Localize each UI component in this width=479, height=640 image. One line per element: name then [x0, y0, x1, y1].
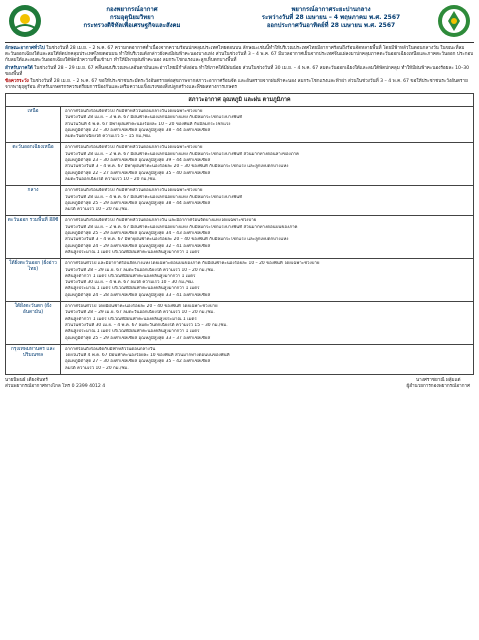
table-rows — [6, 107, 473, 374]
south-label: สำหรับภาคใต้ — [5, 65, 33, 71]
region-detail-line: อุณหภูมิต่ำสุด 27 – 30 องศาเซลเซียส อุณหภูมิสูงสุด 35 – 42 องศาเซลเซียส — [65, 359, 211, 365]
agency-department: กรมอุตุนิยมวิทยา — [109, 14, 155, 21]
region-detail-line: คลื่นสูงประมาณ 1 เมตร บริเวณที่มีฝนฟ้าคะนองคลื่นสูงมากกว่า 1 เมตร — [65, 286, 200, 292]
caution-label: ข้อควรระวัง — [5, 79, 29, 84]
region-detail-line: อุณหภูมิต่ำสุด 22 – 27 องศาเซลเซียส อุณหภูมิสูงสุด 35 – 40 องศาเซลเซียส — [65, 170, 211, 176]
regional-table — [5, 93, 474, 375]
forecaster-contact: ส่วนพยากรณ์อากาศทางไกล โทร 0 2399 4012 4 — [5, 384, 106, 390]
region-detail-line: คลื่นสูงต่ำกว่า 1 เมตร บริเวณที่มีฝนฟ้าคะนองคลื่นสูงประมาณ 1 เมตร — [65, 316, 197, 322]
region-detail-line: ในช่วงวันที่ 28 เม.ย. – 4 พ.ค. 67 มีฝนฟ้าคะนองเล็กน้อยบางแห่ง กับมีลมกระโชกแรงบางพื้นที่ — [65, 194, 243, 200]
region-detail-line: คลื่นสูงประมาณ 1 เมตร บริเวณที่มีฝนฟ้าคะนองคลื่นสูงมากกว่า 1 เมตร — [65, 249, 200, 255]
document-footer — [5, 378, 474, 400]
region-name: กลาง — [6, 186, 61, 215]
issue-date: ออกประกาศวันอาทิตย์ที่ 28 เมษายน พ.ศ. 2567 — [266, 22, 396, 29]
region-detail-line: อากาศร้อนทั่วไป โดยมีฝนฟ้าคะนองร้อยละ 20 – 40 ของพื้นที่ โดยเฉพาะช่วงบ่าย — [65, 304, 218, 310]
region-detail-line: ในช่วงวันที่ 28 เม.ย. – 3 พ.ค. 67 มีฝนฟ้าคะนองเล็กน้อยบางแห่ง กับมีลมกระโชกแรงบางพื้นที่ — [65, 115, 243, 121]
general-weather-text: ในช่วงวันที่ 28 เม.ย. – 2 พ.ค. 67 ความกดอากาศต่ำเนื่องจากความร้อนปกคลุมประเทศไทยตอนบน ลักษณะเช่นนี้ทำให้บริเวณประเทศไทยมีอากาศร้อนถึงร้อนจัดหลายพื้นที่ โดยมีฟ้าหลัวในตอนกลางวัน ในขณะที่ลมตะวันออกเฉียงใต้และลมใต้พัดปกคลุมประเทศไทยตอนบน ทำให้บริเวณดังกล่าวยังคงมีฝนฟ้าคะนองบางแห่ง ส่วนในช่วงวันที่ 3 – 4 พ.ค. 67 มีมวลอากาศเย็นจากประเทศจีนแผ่ลงมาปกคลุมภาคตะวันออกเฉียงเหนือและภาคตะวันออก ประกอบกับลมใต้และลมตะวันออกเฉียงใต้พัดนำความชื้นเข้ามา ทำให้มีพายุฝนฟ้าคะนอง ลมกระโชกแรงและลูกเห็บตกบางพื้นที่ — [5, 46, 474, 63]
region-detail-line: อุณหภูมิต่ำสุด 22 – 30 องศาเซลเซียส อุณหภูมิสูงสุด 38 – 44 องศาเซลเซียส — [65, 127, 211, 133]
region-detail-line: อากาศร้อนถึงร้อนจัดทั่วไป กับมีฟ้าหลัวในตอนกลางวันโดยเฉพาะช่วงบ่าย — [65, 109, 203, 114]
region-detail-line: ในช่วงวันที่ 30 เม.ย. – 4 พ.ค. 67 ลมใต้ ความเร็ว 10 – 30 กม./ชม. — [65, 280, 195, 286]
region-details — [61, 302, 473, 344]
region-detail-line: อุณหภูมิต่ำสุด 25 – 29 องศาเซลเซียส อุณหภูมิสูงสุด 38 – 44 องศาเซลเซียส — [65, 200, 211, 206]
header-left-block — [67, 6, 197, 30]
general-weather-paragraph — [5, 46, 474, 64]
forecaster-name: นายนิพนธ์ เตียงจันทร์ — [5, 377, 48, 383]
document-header — [5, 2, 474, 43]
region-detail-line: ลมตะวันออกเฉียงใต้ ความเร็ว 10 – 20 กม./ชม. — [65, 176, 157, 182]
agency-ministry: กระทรวงดิจิทัลเพื่อเศรษฐกิจและสังคม — [83, 22, 181, 29]
table-row — [6, 345, 473, 374]
region-detail-line: ลมใต้ ความเร็ว 10 – 20 กม./ชม. — [65, 365, 129, 371]
region-detail-line: ในช่วงวันที่ 28 – 29 เม.ย. 67 ลมตะวันออกเฉียงใต้ ความเร็ว 10 – 20 กม./ชม. — [65, 310, 215, 316]
region-detail-line: โดยในวันที่ 4 พ.ค. 67 มีฝนฟ้าคะนองร้อยละ 10 ของพื้นที่ ส่วนมากทางตอนบนของพื้นที่ — [65, 353, 230, 359]
region-details — [61, 345, 473, 374]
region-detail-line: ส่วนในช่วงวันที่ 3 – 4 พ.ค. 67 มีพายุฝนฟ้าคะนองร้อยละ 20 – 40 ของพื้นที่ กับมีลมกระโชกแรง และลูกเห็บตกบางแห่ง — [65, 237, 289, 243]
region-detail-line: ในช่วงวันที่ 28 – 29 เม.ย. 67 ลมตะวันออกเฉียงใต้ ความเร็ว 10 – 20 กม./ชม. — [65, 267, 215, 273]
region-detail-line: อุณหภูมิต่ำสุด 25 – 29 องศาเซลเซียส อุณหภูมิสูงสุด 33 – 37 องศาเซลเซียส — [65, 335, 211, 341]
region-name: กรุงเทพมหานคร และปริมณฑล — [6, 345, 61, 374]
ministry-logo-icon — [437, 4, 471, 38]
region-name: ตะวันออกเฉียงเหนือ — [6, 143, 61, 185]
general-weather-label: ลักษณะอากาศทั่วไป — [5, 46, 45, 51]
table-title: สภาวะอากาศ อุณหภูมิ และฝน ตามภูมิภาค — [6, 94, 473, 107]
region-detail-line: อุณหภูมิต่ำสุด 24 – 28 องศาเซลเซียส อุณหภูมิสูงสุด 33 – 41 องศาเซลเซียส — [65, 292, 211, 298]
table-row — [6, 186, 473, 216]
region-name: เหนือ — [6, 107, 61, 142]
region-details — [61, 107, 473, 142]
region-detail-line: ส่วนในช่วงวันที่ 30 เม.ย. – 4 พ.ค. 67 ลมตะวันตกเฉียงใต้ ความเร็ว 15 – 30 กม./ชม. — [65, 322, 228, 328]
region-detail-line: อุณหภูมิต่ำสุด 25 – 29 องศาเซลเซียส อุณหภูมิสูงสุด 34 – 43 องศาเซลเซียส — [65, 231, 211, 237]
south-text: ในช่วงวันที่ 28 – 29 เม.ย. 67 คลื่นลมบริเวณทะเลอันดามันและอ่าวไทยมีกำลังอ่อน ทำให้ภาคใต้มีฝนน้อย ส่วนในช่วงวันที่ 30 เม.ย. – 4 พ.ค. 67 ลมตะวันออกเฉียงใต้และลมใต้พัดปกคลุม ทำให้มีฝนฟ้าคะนองร้อยละ 10–30 ของพื้นที่ — [5, 65, 470, 77]
region-detail-line: คลื่นสูงประมาณ 1 เมตร บริเวณที่มีฝนฟ้าคะนองคลื่นสูงมากกว่า 1 เมตร — [65, 329, 200, 335]
caution-paragraph — [5, 79, 474, 91]
footer-right — [407, 378, 470, 391]
region-detail-line: อากาศร้อนถึงร้อนจัดทั่วไป กับมีฟ้าหลัวในตอนกลางวันโดยเฉพาะช่วงบ่าย — [65, 188, 203, 194]
table-row — [6, 107, 473, 143]
region-detail-line: อากาศร้อนทั่วไป และมีอากาศร้อนจัดบางแห่งโดยเฉพาะตอนบนของภาค กับมีฝนฟ้าคะนองร้อยละ 10 – 20 ของพื้นที่ โดยเฉพาะช่วงบ่าย — [65, 261, 320, 267]
intro-section — [5, 46, 474, 91]
region-detail-line: อากาศร้อนถึงร้อนจัดทั่วไป กับมีฟ้าหลัวในตอนกลางวัน และมีอากาศร้อนจัดบางแห่งโดยเฉพาะช่วงบ่าย — [65, 218, 257, 224]
south-paragraph — [5, 66, 474, 78]
region-detail-line: ส่วนในวันที่ 4 พ.ค. 67 มีพายุฝนฟ้าคะนองร้อยละ 10 – 20 ของพื้นที่ กับมีลมกระโชกแรง — [65, 121, 231, 127]
table-row — [6, 259, 473, 302]
region-details — [61, 143, 473, 185]
region-detail-line: อุณหภูมิต่ำสุด 24 – 29 องศาเซลเซียส อุณหภูมิสูงสุด 32 – 41 องศาเซลเซียส — [65, 243, 211, 249]
region-detail-line: ลมตะวันตกเฉียงใต้ ความเร็ว 5 – 15 กม./ชม. — [65, 134, 152, 140]
region-detail-line: ในช่วงวันที่ 28 เม.ย. – 2 พ.ค. 67 มีฝนฟ้าคะนองเล็กน้อยบางแห่ง กับมีลมกระโชกแรงบางพื้นที่ ส่วนมากทางตอนล่างของภาค — [65, 151, 299, 157]
table-row — [6, 216, 473, 259]
header-right-block — [251, 6, 411, 30]
region-detail-line: อากาศร้อนถึงร้อนจัดกับมีฟ้าหลัวในตอนกลางวัน — [65, 346, 156, 352]
forecast-period: ระหว่างวันที่ 28 เมษายน – 4 พฤษภาคม พ.ศ. 2567 — [261, 14, 401, 21]
forecast-title: พยากรณ์อากาศระยะปานกลาง — [291, 6, 371, 13]
region-details — [61, 186, 473, 215]
region-detail-line: ลมใต้ ความเร็ว 10 – 20 กม./ชม. — [65, 207, 129, 213]
region-name: ใต้ฝั่งตะวันออก (ฝั่งอ่าวไทย) — [6, 259, 61, 301]
table-row — [6, 143, 473, 186]
caution-text: ในช่วงวันที่ 28 เม.ย. – 2 พ.ค. 67 ขอให้ประชาชนระมัดระวังอันตรายต่อสุขภาพจากสภาวะอากาศร้อนจัด และอันตรายจากฝนฟ้าคะนอง ลมกระโชกแรงและฟ้าผ่า ส่วนในช่วงวันที่ 3 – 4 พ.ค. 67 ขอให้ประชาชนระวังอันตรายจากพายุฤดูร้อน สำหรับเกษตรกรควรเตรียมการป้องกันและเสริมความแข็งแรงของสิ่งปลูกสร้างและพืชผลทางการเกษตร — [5, 79, 468, 90]
region-details — [61, 259, 473, 301]
director-title: ผู้อำนวยการกองพยากรณ์อากาศ — [406, 384, 470, 390]
region-name: ใต้ฝั่งตะวันตก (ฝั่งอันดามัน) — [6, 302, 61, 344]
region-detail-line: ในช่วงวันที่ 28 เม.ย. – 2 พ.ค. 67 มีฝนฟ้าคะนองเล็กน้อยบางแห่ง กับมีลมกระโชกแรงบางพื้นที่ ส่วนมากทางตอนบนของภาค — [65, 224, 298, 230]
footer-left — [5, 378, 105, 391]
agency-division: กองพยากรณ์อากาศ — [106, 6, 158, 13]
region-name: ตะวันออก รวมพื้นที่ อีอีซี — [6, 216, 61, 258]
region-detail-line: ส่วนในช่วงวันที่ 3 – 4 พ.ค. 67 มีพายุฝนฟ้าคะนองร้อยละ 20 – 30 ของพื้นที่ กับมีลมกระโชกแรง และลูกเห็บตกบางแห่ง — [65, 164, 289, 170]
region-detail-line: อุณหภูมิต่ำสุด 23 – 30 องศาเซลเซียส อุณหภูมิสูงสุด 39 – 44 องศาเซลเซียส — [65, 158, 211, 164]
tmd-logo-icon — [8, 4, 42, 38]
region-detail-line: อากาศร้อนถึงร้อนจัดทั่วไป กับมีฟ้าหลัวในตอนกลางวันโดยเฉพาะช่วงบ่าย — [65, 145, 203, 151]
table-row — [6, 302, 473, 345]
region-details — [61, 216, 473, 258]
director-name: นางศราชยาณี ผลุ้มแต่ — [416, 377, 461, 383]
region-detail-line: คลื่นสูงต่ำกว่า 1 เมตร บริเวณที่มีฝนฟ้าคะนองคลื่นสูงมากกว่า 1 เมตร — [65, 273, 196, 279]
